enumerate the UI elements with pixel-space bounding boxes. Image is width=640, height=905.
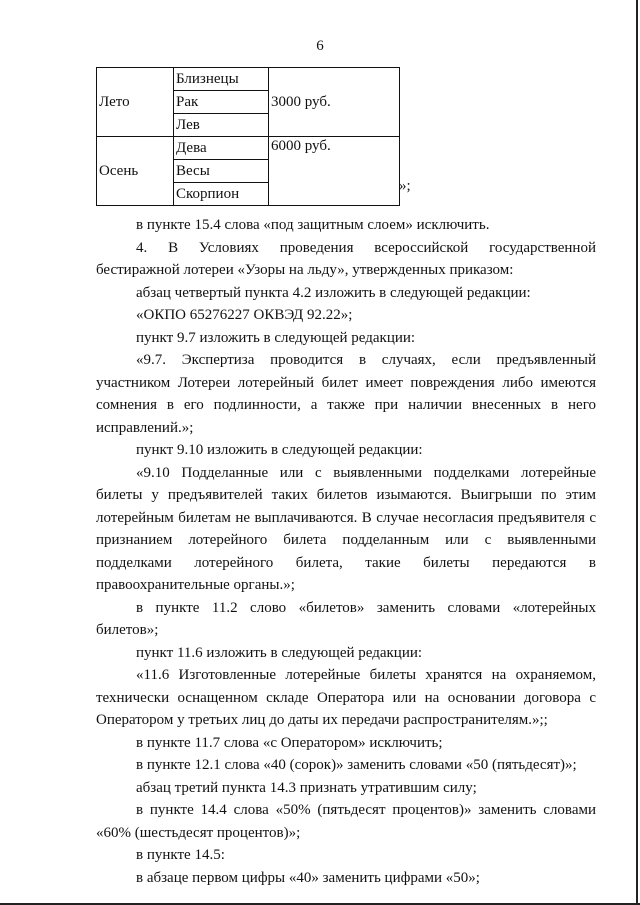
price-cell: 6000 руб. [269, 137, 400, 206]
table-row [97, 137, 400, 160]
paragraph: в пункте 12.1 слова «40 (сорок)» заменить словами «50 (пятьдесят)»; [136, 757, 577, 773]
paragraph: пункт 9.7 изложить в следующей редакции: [136, 329, 416, 346]
sign-cell: Близнецы [174, 68, 269, 91]
price-cell: 3000 руб. [269, 68, 400, 137]
page-number: 6 [316, 38, 324, 54]
paragraph: абзац третий пункта 14.3 признать утратившим силу; [136, 779, 477, 796]
document-body [96, 214, 596, 889]
season-cell: Лето [97, 68, 174, 137]
paragraph: в пункте 15.4 слова «под защитным слоем» исключить. [136, 217, 490, 233]
sign-cell: Рак [174, 91, 269, 114]
paragraph: «9.10 Подделанные или с выявленными подделками лотерейные билеты у предъявителей таких билетов изымаются. Выигрыши по этим лотерейным билетам не выплачиваются. В случае несогласия предъявителя с признанием лотерейного билета подделанным или с выявленными подделками лотерейного билета, такие билеты передаются в правоохранительные органы.»; [96, 464, 596, 593]
sign-cell: Лев [174, 114, 269, 137]
table-closing-quote: »; [399, 178, 411, 194]
paragraph: «11.6 Изготовленные лотерейные билеты хранятся на охраняемом, технически оснащенном складе Оператора или на основании договора с Оператором у третьих лиц до даты их передачи распространителям.»;; [96, 667, 596, 728]
sign-cell: Весы [174, 160, 269, 183]
table-row [97, 68, 400, 91]
paragraph: 4. В Условиях проведения всероссийской государственной бестиражной лотереи «Узоры на льду», утвержденных приказом: [96, 239, 596, 278]
paragraph: абзац четвертый пункта 4.2 изложить в следующей редакции: [136, 284, 531, 301]
season-cell: Осень [97, 137, 174, 206]
paragraph: пункт 11.6 изложить в следующей редакции: [136, 644, 423, 661]
page-edge-right [636, 0, 638, 905]
paragraph: «9.7. Экспертиза проводится в случаях, если предъявленный участником Лотереи лотерейный билет имеет повреждения либо имеются сомнения в его подлинности, а также при наличии внесенных в него исправлений.»; [96, 352, 596, 436]
paragraph: в абзаце первом цифры «40» заменить цифрами «50»; [136, 869, 480, 886]
paragraph: в пункте 11.2 слово «билетов» заменить словами «лотерейных билетов»; [96, 599, 596, 638]
paragraph: в пункте 14.4 слова «50% (пятьдесят процентов)» заменить словами «60% (шестьдесят процентов)»; [96, 802, 596, 841]
sign-cell: Дева [174, 137, 269, 160]
paragraph: в пункте 11.7 слова «с Оператором» исключить; [136, 734, 443, 751]
paragraph: пункт 9.10 изложить в следующей редакции: [136, 442, 423, 458]
sign-cell: Скорпион [174, 183, 269, 206]
zodiac-price-table [96, 67, 400, 206]
paragraph: «ОКПО 65276227 ОКВЭД 92.22»; [136, 307, 353, 323]
paragraph: в пункте 14.5: [136, 847, 225, 863]
